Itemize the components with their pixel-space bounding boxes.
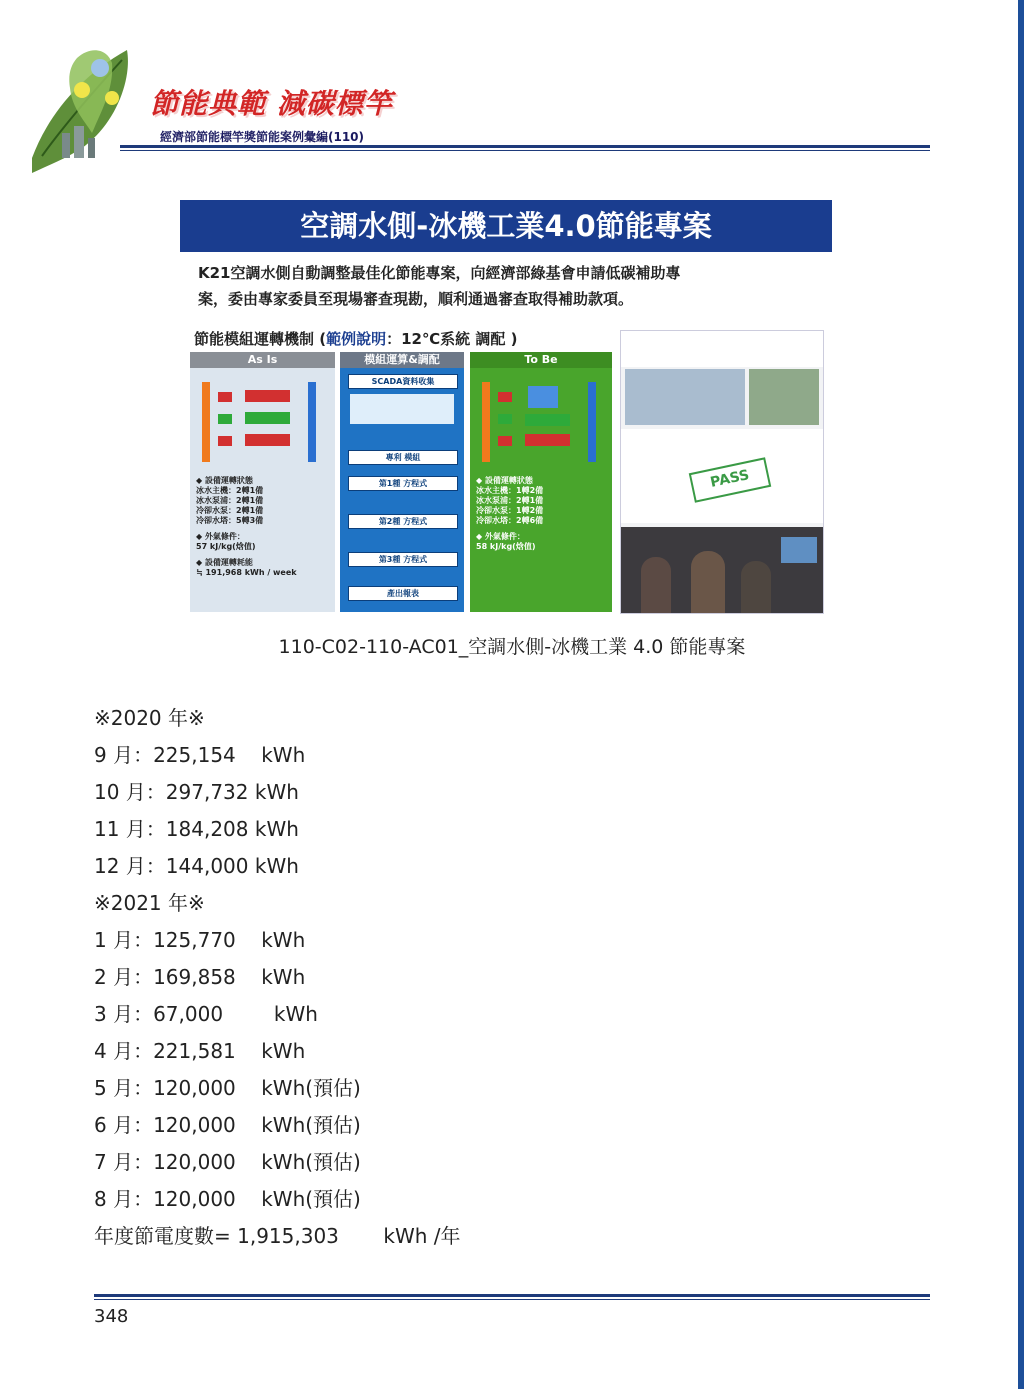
status-line: ◆ 設備運轉耗能 [196, 558, 253, 567]
pump-icon [498, 414, 512, 424]
as-is-header: As Is [190, 352, 335, 368]
equation-1-box: 第1種 方程式 [348, 476, 458, 491]
book-subtitle: 經濟部節能標竿獎節能案例彙編(110) [160, 130, 365, 144]
equation-3-box: 第3種 方程式 [348, 552, 458, 567]
report-box: 產出報表 [348, 586, 458, 601]
status-line: 冷卻水泵：1轉2備 [476, 506, 544, 515]
status-line: 冷卻水泵：2轉1備 [196, 506, 264, 515]
scada-box: SCADA資料收集 [348, 374, 458, 389]
pass-stamp: PASS [689, 457, 772, 503]
mechanism-highlight: 範例說明 [326, 330, 387, 348]
status-line: 58 kJ/kg(焓值) [476, 542, 536, 551]
as-is-status [196, 476, 297, 578]
pipe-blue [588, 382, 596, 462]
pump-icon [218, 414, 232, 424]
list-item: 1 月：125,770 kWh [94, 928, 306, 952]
list-item: 11 月：184,208 kWh [94, 817, 299, 841]
chiller-box [245, 434, 290, 446]
module-panel [340, 352, 464, 612]
patent-module-box: 專利 模組 [348, 450, 458, 465]
pipe-orange [202, 382, 210, 462]
certificate-header [621, 331, 823, 367]
project-figure [180, 200, 832, 614]
to-be-status [476, 476, 543, 552]
figure-desc-line: 案，委由專家委員至現場審查現勘，順利通過審查取得補助款項。 [198, 290, 634, 308]
data-sources-box [350, 394, 454, 424]
status-line: 57 kJ/kg(焓值) [196, 542, 256, 551]
footer-rule-thin [94, 1299, 930, 1300]
list-item: 6 月：120,000 kWh(預估) [94, 1113, 361, 1137]
brand-title: 節能典範 減碳標竿 [150, 87, 393, 120]
status-line: 冰水泵浦：2轉1備 [196, 496, 264, 505]
equation-2-box: 第2種 方程式 [348, 514, 458, 529]
figure-desc-line: K21空調水側自動調整最佳化節能專案，向經濟部綠基會申請低碳補助專 [198, 264, 681, 282]
footer-rule [94, 1294, 930, 1297]
to-be-header: To Be [470, 352, 612, 368]
header-rule-thin [120, 150, 930, 151]
optimizer-icon [528, 386, 558, 408]
status-line: 冰水主機：1轉2備 [476, 486, 544, 495]
list-item: 10 月：297,732 kWh [94, 780, 299, 804]
status-line: ≒ 191,968 kWh / week [196, 568, 297, 577]
list-item: 12 月：144,000 kWh [94, 854, 299, 878]
figure-title: 空調水側-冰機工業4.0節能專案 [180, 200, 832, 252]
pump-icon [218, 436, 232, 446]
as-is-panel [190, 352, 335, 612]
monitor-screen [781, 537, 817, 563]
list-item: ※2021 年※ [94, 891, 205, 915]
module-header: 模組運算&調配 [340, 352, 464, 368]
list-item: ※2020 年※ [94, 706, 205, 730]
photo-collage [620, 330, 824, 614]
header-rule [120, 145, 930, 148]
chiller-box [525, 414, 570, 426]
list-item: 8 月：120,000 kWh(預估) [94, 1187, 361, 1211]
list-item: 7 月：120,000 kWh(預估) [94, 1150, 361, 1174]
status-line: ◆ 設備運轉狀態 [476, 476, 533, 485]
status-line: ◆ 外氣條件： [476, 532, 525, 541]
figure-caption: 110-C02-110-AC01_空調水側-冰機工業 4.0 節能專案 [278, 636, 746, 658]
person-silhouette [691, 551, 725, 613]
pipe-orange [482, 382, 490, 462]
status-line: 冰水主機：2轉1備 [196, 486, 264, 495]
chiller-box [245, 412, 290, 424]
status-line: ◆ 設備運轉狀態 [196, 476, 253, 485]
inspection-photo [621, 527, 823, 613]
list-item: 9 月：225,154 kWh [94, 743, 306, 767]
page-number: 348 [94, 1306, 129, 1327]
list-item: 3 月：67,000 kWh [94, 1002, 318, 1026]
status-line: 冷卻水塔：5轉3備 [196, 516, 264, 525]
mechanism-prefix: 節能模組運轉機制 ( [194, 330, 327, 348]
figure-description [198, 260, 818, 312]
status-line: 冰水泵浦：2轉1備 [476, 496, 544, 505]
pump-icon [218, 392, 232, 402]
energy-savings-list [94, 700, 461, 1255]
list-item: 5 月：120,000 kWh(預估) [94, 1076, 361, 1100]
to-be-panel [470, 352, 612, 612]
chiller-box [525, 434, 570, 446]
page-edge-bar [1018, 0, 1024, 1389]
status-line: 冷卻水塔：2轉6備 [476, 516, 544, 525]
status-line: ◆ 外氣條件： [196, 532, 245, 541]
building-photo [625, 369, 745, 425]
pump-icon [498, 392, 512, 402]
site-photo [749, 369, 819, 425]
person-silhouette [641, 557, 671, 613]
taiwan-leaf-logo [22, 38, 152, 178]
chiller-box [245, 390, 290, 402]
person-silhouette [741, 561, 771, 613]
list-item: 2 月：169,858 kWh [94, 965, 306, 989]
mechanism-heading [194, 328, 517, 349]
pump-icon [498, 436, 512, 446]
list-item: 4 月：221,581 kWh [94, 1039, 306, 1063]
pipe-blue [308, 382, 316, 462]
mechanism-suffix: ：12℃系統 調配 ) [386, 330, 518, 348]
annual-total: 年度節電度數= 1,915,303 kWh /年 [94, 1224, 461, 1248]
